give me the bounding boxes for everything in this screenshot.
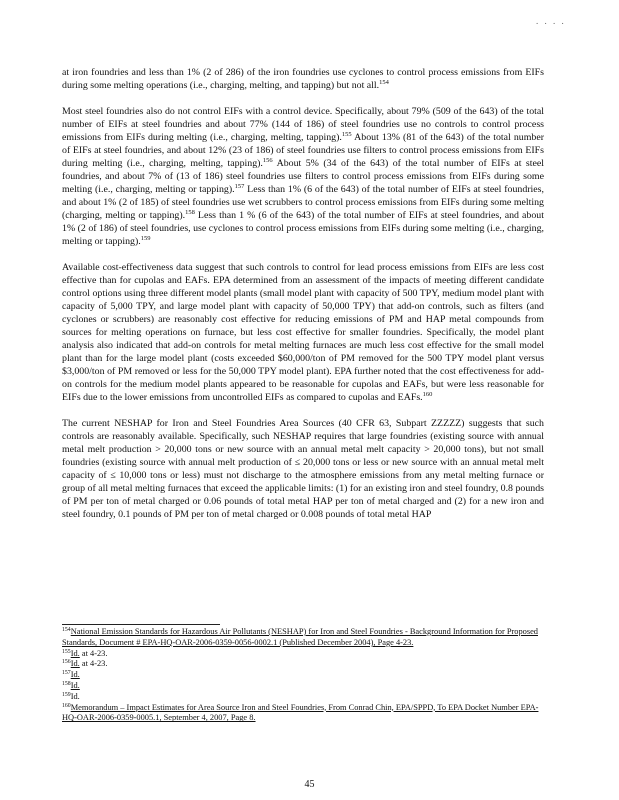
text-run: at 4-23. [79,659,108,669]
text-run: Less than 1% (6 of the 643) of the total number of EIFs at steel foundries, and about 1% (2 of 185) of steel foundries use wet scrubbers to control process emissions from EIFs during some melting (charging, melting or tapping). [62,184,544,221]
footnote [62,627,544,649]
body-text [62,66,544,534]
paragraph [62,261,544,404]
footnote-ref: 158 [62,680,71,687]
footnote-ref: 154 [62,627,71,633]
footnote-ref: 158 [185,209,195,216]
page-number: 45 [304,779,315,790]
footnote [62,703,544,725]
text-run: About 5% (34 of the 643) of the total number of EIFs at steel foundries, and about 7% of (13 of 186) steel foundries use filters to control process emissions from EIFs during some melting (i.e., charging, melting or tapping). [62,158,544,195]
text-run: at iron foundries and less than 1% (2 of 286) of the iron foundries use cyclones to control process emissions from EIFs during some melting operations (i.e., charging, melting, and tapping) but not all. [62,67,544,91]
footnote-ref: 159 [140,235,151,242]
footnote-separator [62,624,220,625]
footnote [62,670,544,681]
paragraph [62,66,544,92]
footnote-ref: 157 [62,670,71,677]
text-run: The current NESHAP for Iron and Steel Foundries Area Sources (40 CFR 63, Subpart ZZZZZ) suggests that such controls are reasonably available. Specifically, such NESHAP requires that large foundries (existing source with annual metal melt production > 20,000 tons or new source with an annual metal melt capacity > 20,000 tons), but not small foundries (existing source with annual melt production of ≤ 20,000 tons or less or new source with an annual metal melt capacity of ≤ 10,000 tons or less) must not discharge to the atmosphere emissions from any metal melting furnace or group of all metal melting furnaces that exceed the applicable limits: (1) for an existing iron and steel foundry, 0.8 pounds of PM per ton of metal charged or 0.06 pounds of total metal HAP per ton of metal charged and (2) for a new iron and steel foundry, 0.1 pounds of PM per ton of metal charged or 0.008 pounds of total metal HAP [62,418,544,520]
citation-text: Id. [70,670,80,680]
citation-text: National Emission Standards for Hazardous Air Pollutants (NESHAP) for Iron and Steel Foundries - Background Information for Proposed Standards, Document # EPA-HQ-OAR-2006-0359-0056-0002.1 (Published December 2004), Page 4-23. [62,627,538,647]
header-mark: . . . . [536,16,566,26]
text-run: Less than 1 % (6 of the 643) of the total number of EIFs at steel foundries, and about 1% (2 of 186) of steel foundries, use cyclones to control process emissions from EIFs during some melting (i.e., charging, melting or tapping). [62,210,544,247]
footnote-ref: 160 [62,702,71,709]
footnote [62,659,544,670]
footnote-ref: 159 [62,691,71,698]
citation-text: Id. [70,659,80,669]
paragraph [62,105,544,248]
footnote [62,692,544,703]
paragraph [62,417,544,521]
citation-text: Id. [70,648,80,658]
footnote-ref: 156 [262,157,273,164]
footnote-ref: 160 [422,391,433,398]
text-run: Id. [70,691,80,701]
text-run: About 13% (81 of the 643) of the total number of EIFs at steel foundries, and about 12% (23 of 186) of steel foundries use filters to control process emissions from EIFs during melting (i.e., charging, melting, tapping). [62,132,544,169]
citation-text: Id. [70,680,80,690]
text-run: Most steel foundries also do not control EIFs with a control device. Specifically, about 79% (509 of the 643) of the total number of EIFs at steel foundries and about 77% (144 of 186) of steel foundries use no controls to control process emissions from EIFs during melting (i.e., charging, melting, tapping). [62,106,544,143]
text-run: at 4-23. [79,648,108,658]
citation-text: Memorandum – Impact Estimates for Area Source Iron and Steel Foundries, From Conrad Chin, EPA/SPPD, To EPA Docket Number EPA-HQ-OAR-2006-0359-0005.1, September 4, 2007, Page 8. [62,702,539,723]
footnote-ref: 156 [62,659,71,666]
text-run: Available cost-effectiveness data suggest that such controls to control for lead process emissions from EIFs are less cost effective than for cupolas and EAFs. EPA determined from an assessment of the impacts of meeting different candidate control options using three different model plants (small model plant with capacity of 500 TPY, medium model plant with capacity of 5,000 TPY, and large model plant with capacity of 50,000 TPY) that add-on controls, such as filters (and cyclones or scrubbers) are reasonably cost effective for reducing emissions of PM and HAP metal compounds from sources for melting operations on furnace, but less cost effective for smaller foundries. Specifically, the model plant analysis also indicated that add-on controls for metal melting furnaces are much less cost effective for the small model plant than for the large model plant (costs exceeded $60,000/ton of PM removed for the 500 TPY model plant versus $3,000/ton of PM removed or less for the 50,000 TPY model plant). EPA further noted that the cost effectiveness for add-on controls for the medium model plants appeared to be reasonable for cupolas and EAFs, but were less reasonable for EIFs due to the lower emissions from uncontrolled EIFs as compared to cupolas and EAFs. [62,262,544,403]
footnote-ref: 155 [62,648,71,655]
footnotes [62,627,544,724]
footnote-ref: 154 [379,79,389,86]
footnote [62,649,544,660]
footnote [62,681,544,692]
footnote-ref: 157 [234,183,245,190]
footnote-ref: 155 [341,131,352,138]
